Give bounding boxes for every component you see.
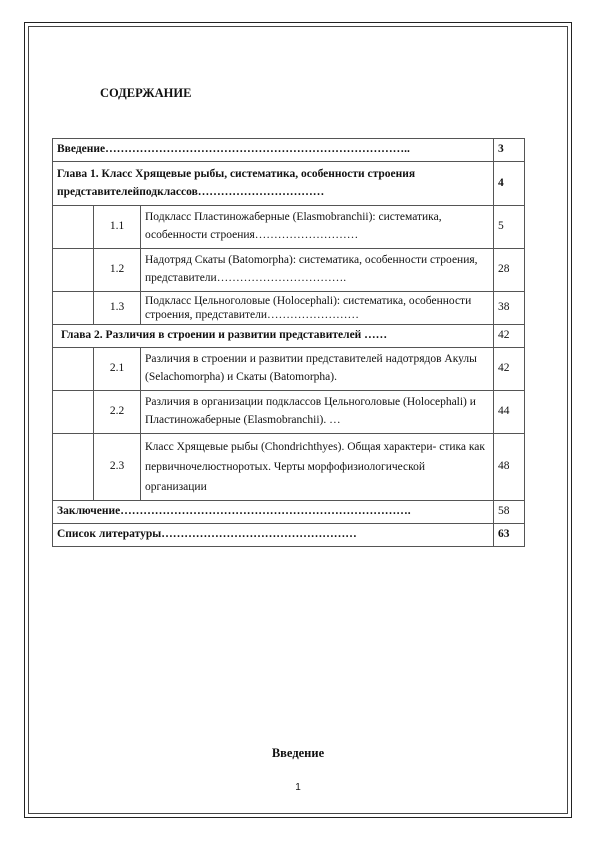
toc-entry-page: 63 (494, 523, 525, 546)
toc-indent-cell (53, 291, 94, 325)
toc-entry-text: Подкласс Цельноголовые (Holocephali): систематика, особенности строения, представители…………………… (141, 291, 494, 325)
toc-entry-text: Глава 2. Различия в строении и развитии представителей …… (53, 325, 494, 348)
toc-indent-cell (53, 433, 94, 500)
toc-entry-text: Класс Хрящевые рыбы (Chondrichthyes). Общая характери- стика как первичночелюстноротых. Черты морфофизиологической организации (141, 433, 494, 500)
toc-entry-page: 28 (494, 249, 525, 292)
toc-entry-text: Подкласс Пластиножаберные (Elasmobranchii): систематика, особенности строения……………………… (141, 206, 494, 249)
toc-entry-page: 58 (494, 500, 525, 523)
toc-entry-text: Различия в строении и развитии представителей надотрядов Акулы (Selachomorpha) и Скаты (Batomorpha). (141, 348, 494, 391)
toc-indent-cell (53, 249, 94, 292)
toc-entry-page: 48 (494, 433, 525, 500)
toc-entry-number: 1.3 (94, 291, 141, 325)
toc-entry-text: Надотряд Скаты (Batomorpha): систематика, особенности строения, представители……………………………. (141, 249, 494, 292)
toc-row-conclusion (53, 500, 525, 523)
toc-row-2-1 (53, 348, 525, 391)
toc-entry-page: 42 (494, 348, 525, 391)
toc-entry-page: 5 (494, 206, 525, 249)
toc-entry-page: 44 (494, 390, 525, 433)
toc-entry-number: 2.2 (94, 390, 141, 433)
toc-entry-text: Различия в организации подклассов Цельноголовые (Holocephali) и Пластиножаберные (Elasmobranchii). … (141, 390, 494, 433)
toc-entry-text: Введение…………………………………………………………………….. (53, 139, 494, 162)
toc-indent-cell (53, 390, 94, 433)
toc-row-2-3 (53, 433, 525, 500)
toc-entry-text: Заключение…………………………………………………………………. (53, 500, 494, 523)
section-heading-introduction: Введение (271, 746, 325, 760)
toc-row-1-1 (53, 206, 525, 249)
toc-entry-page: 38 (494, 291, 525, 325)
page-number: 1 (295, 782, 301, 793)
toc-indent-cell (53, 206, 94, 249)
toc-row-intro (53, 139, 525, 162)
toc-indent-cell (53, 348, 94, 391)
toc-entry-page: 4 (494, 161, 525, 206)
toc-row-1-3 (53, 291, 525, 325)
toc-row-references (53, 523, 525, 546)
toc-entry-text: Список литературы…………………………………………… (53, 523, 494, 546)
toc-entry-number: 1.1 (94, 206, 141, 249)
toc-entry-page: 42 (494, 325, 525, 348)
toc-entry-text: Глава 1. Класс Хрящевые рыбы, систематика, особенности строения представителейподклассов…………………………… (53, 161, 494, 206)
toc-row-chapter-2 (53, 325, 525, 348)
toc-entry-number: 2.3 (94, 433, 141, 500)
toc-row-1-2 (53, 249, 525, 292)
toc-heading: СОДЕРЖАНИЕ (100, 86, 192, 100)
toc-entry-page: 3 (494, 139, 525, 162)
toc-entry-number: 1.2 (94, 249, 141, 292)
toc-row-2-2 (53, 390, 525, 433)
toc-table (52, 138, 525, 547)
toc-row-chapter-1 (53, 161, 525, 206)
toc-entry-number: 2.1 (94, 348, 141, 391)
